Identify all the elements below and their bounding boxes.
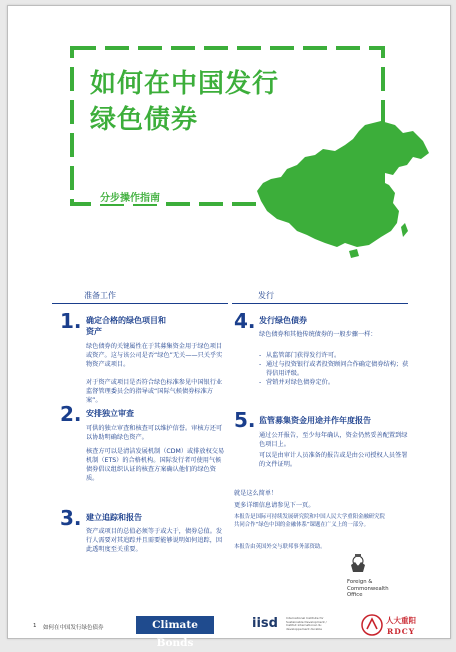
fco-label: Foreign & Commonwealth Office xyxy=(347,579,389,598)
step-paragraph: 核查方可以是清洁发展机制（CDM）或排放权交易机制（ETS）的合格机构。国际发行者可使用气候债券倡议组织认证的核查方案确认他们的绿色资质。 xyxy=(86,448,225,482)
rdcy-en-text: RDCY xyxy=(387,627,416,636)
credits-text: 本报告是国际可持续发展研究院和中国人民大学重阳金融研究院共同合作“绿色中国的金融体系”课题在广义上的一部分。 xyxy=(234,514,385,528)
title-line-2: 绿色债券 xyxy=(90,105,199,135)
document-page xyxy=(7,5,451,649)
step-intro: 绿色债券和其他传统债券的一般步骤一样： xyxy=(259,331,377,338)
footer-title: 如何在中国发行绿色债券 xyxy=(43,625,104,631)
step-paragraph: 可供的独立审查和核查可以维护信誉。审核方还可以协助明确绿色资产。 xyxy=(86,425,223,441)
iisd-logo: iisd xyxy=(252,616,278,631)
fco-logo xyxy=(347,553,391,599)
step-title: 监管募集资金用途并作年度报告 xyxy=(259,416,371,425)
divider xyxy=(52,303,228,304)
step-number: 1. xyxy=(60,309,82,333)
step-paragraph: 对于资产或项目是否符合绿色标准参见中国银行业监督管理委员会的指导或“国际气候债券标准方案”。 xyxy=(86,379,223,404)
list-item: - 通过与投资银行或者投资顾问合作确定债券结构；获得信用评级。 xyxy=(259,360,409,378)
funding-text: 本报告由英国外交与联邦事务部资助。 xyxy=(234,544,326,550)
page-title xyxy=(90,66,279,138)
more-info-text: 更多详细信息请参见下一页。 xyxy=(234,502,315,509)
rdcy-logo xyxy=(360,613,440,637)
climate-bonds-logo: Climate Bonds xyxy=(136,616,214,634)
rdcy-cn-text: 人大重阳 xyxy=(386,616,416,625)
step-title: 建立追踪和报告 xyxy=(86,513,142,522)
step-paragraph: 通过公开报告，至少每年确认，资金仍然妥善配置到绿色项目上。 xyxy=(259,432,408,448)
closing-text: 就是这么简单！ xyxy=(234,490,278,497)
step-number: 4. xyxy=(234,309,256,333)
step-title: 确定合格的绿色项目和 资产 xyxy=(86,316,166,336)
divider xyxy=(232,303,408,304)
crest-icon xyxy=(347,553,369,575)
step-paragraph: 绿色债券的关键属性在于其募集资金用于绿色项目或资产。这与该公司是否“绿色”无关——只关乎实物资产或项目。 xyxy=(86,343,223,368)
step-title: 发行绿色债券 xyxy=(259,316,307,325)
page-number: 1 xyxy=(33,623,37,629)
step-paragraph: 可以是由审计人员准备的报告或是由公司授权人员签署的文件证明。 xyxy=(259,452,408,468)
list-item: - 从监管部门获得发行许可。 xyxy=(259,351,409,360)
step-number: 2. xyxy=(60,402,82,426)
page-footer xyxy=(8,612,450,649)
section-header-issuance: 发行 xyxy=(258,291,274,300)
section-header-preparation: 准备工作 xyxy=(84,291,116,300)
step-number: 5. xyxy=(234,408,256,432)
china-map-graphic xyxy=(253,119,439,259)
step-title: 安排独立审查 xyxy=(86,409,134,418)
list-item: - 营销并对绿色债券定价。 xyxy=(259,378,409,387)
iisd-tagline: International Institute for Sustainable Development / Institut international du développement durable xyxy=(286,616,327,631)
title-line-1: 如何在中国发行 xyxy=(90,69,280,99)
step-bullet-list xyxy=(259,351,409,387)
step-number: 3. xyxy=(60,506,82,530)
step-paragraph: 资产或项目的总值必须等于或大于，债券总值。发行人需要对其追踪并且需要能够说明如何追踪，因此透明度至关重要。 xyxy=(86,528,223,553)
page-subtitle: 分步操作指南 xyxy=(96,189,164,204)
